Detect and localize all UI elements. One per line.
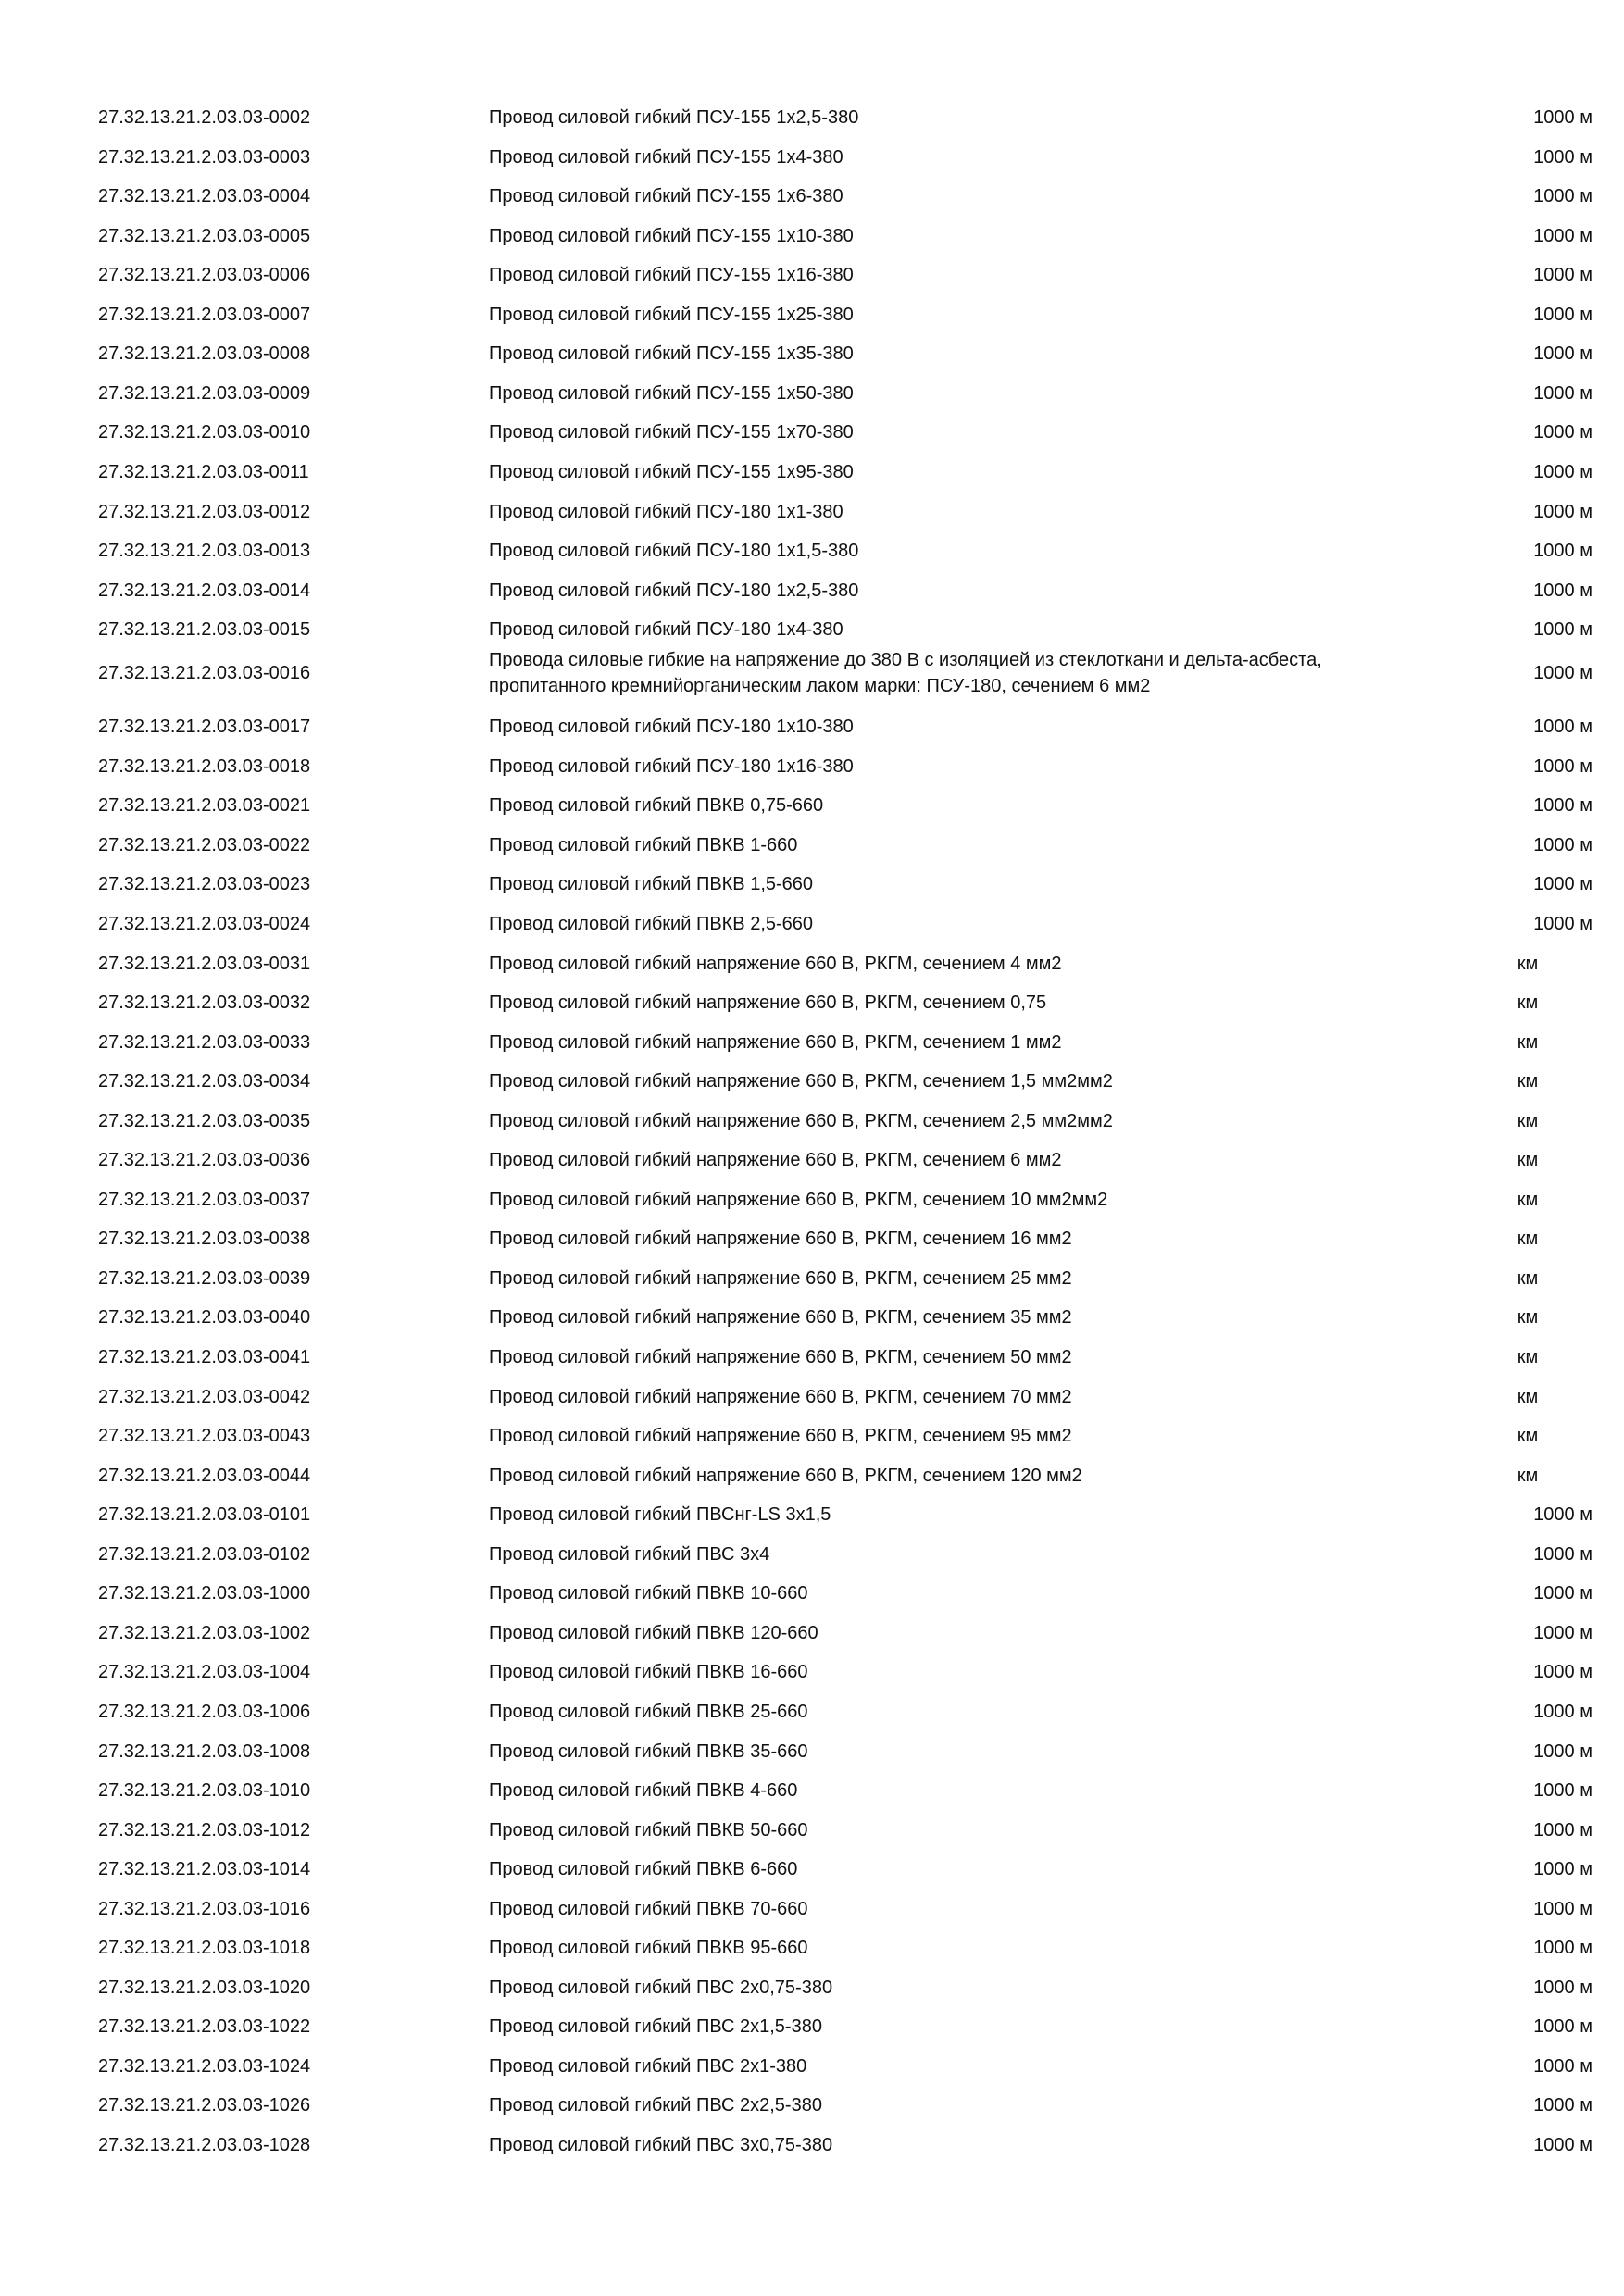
item-name: Провод силовой гибкий ПСУ-180 1х1-380 bbox=[489, 502, 843, 522]
item-code: 27.32.13.21.2.03.03-0039 bbox=[98, 1268, 311, 1289]
item-code: 27.32.13.21.2.03.03-1014 bbox=[98, 1859, 311, 1879]
item-name: Провод силовой гибкий ПСУ-155 1х50-380 bbox=[489, 383, 854, 404]
item-name: Провод силовой гибкий напряжение 660 В, РКГМ, сечением 2,5 мм2мм2 bbox=[489, 1111, 1113, 1131]
item-unit: 1000 м bbox=[1533, 717, 1593, 737]
item-unit: 1000 м bbox=[1533, 1978, 1593, 1998]
item-unit: 1000 м bbox=[1533, 2016, 1593, 2037]
item-code: 27.32.13.21.2.03.03-0004 bbox=[98, 186, 311, 206]
item-name: Провод силовой гибкий ПСУ-155 1х25-380 bbox=[489, 305, 854, 325]
item-name: Провод силовой гибкий ПСУ-155 1х16-380 bbox=[489, 265, 854, 285]
item-name: Провод силовой гибкий ПВКВ 50-660 bbox=[489, 1820, 808, 1841]
item-name: Провод силовой гибкий ПВС 2х0,75-380 bbox=[489, 1978, 833, 1998]
item-code: 27.32.13.21.2.03.03-0101 bbox=[98, 1504, 311, 1525]
item-unit: км bbox=[1517, 1268, 1539, 1289]
item-name: Провод силовой гибкий ПВС 3х4 bbox=[489, 1544, 770, 1565]
item-name: Провод силовой гибкий напряжение 660 В, РКГМ, сечением 25 мм2 bbox=[489, 1268, 1072, 1289]
item-name: Провод силовой гибкий ПВС 3х0,75-380 bbox=[489, 2135, 833, 2155]
item-code: 27.32.13.21.2.03.03-0007 bbox=[98, 305, 311, 325]
item-unit: 1000 м bbox=[1533, 265, 1593, 285]
item-code: 27.32.13.21.2.03.03-0008 bbox=[98, 343, 311, 364]
item-code: 27.32.13.21.2.03.03-0033 bbox=[98, 1032, 311, 1053]
item-unit: 1000 м bbox=[1533, 914, 1593, 934]
item-unit: км bbox=[1517, 1347, 1539, 1367]
item-unit: км bbox=[1517, 1229, 1539, 1249]
item-name: Провод силовой гибкий напряжение 660 В, РКГМ, сечением 6 мм2 bbox=[489, 1150, 1062, 1170]
item-name: Провод силовой гибкий ПВКВ 10-660 bbox=[489, 1583, 808, 1603]
item-unit: 1000 м bbox=[1533, 1623, 1593, 1643]
item-unit: 1000 м bbox=[1533, 422, 1593, 443]
item-name: Провод силовой гибкий ПСУ-155 1х35-380 bbox=[489, 343, 854, 364]
item-code: 27.32.13.21.2.03.03-0040 bbox=[98, 1307, 311, 1328]
item-unit: 1000 м bbox=[1533, 305, 1593, 325]
item-unit: 1000 м bbox=[1533, 2095, 1593, 2115]
item-name: Провод силовой гибкий ПВКВ 2,5-660 bbox=[489, 914, 814, 934]
item-unit: км bbox=[1517, 1307, 1539, 1328]
item-unit: 1000 м bbox=[1533, 2056, 1593, 2077]
item-unit: 1000 м bbox=[1533, 1702, 1593, 1722]
item-unit: 1000 м bbox=[1533, 1859, 1593, 1879]
item-unit: 1000 м bbox=[1533, 1780, 1593, 1801]
item-code: 27.32.13.21.2.03.03-1002 bbox=[98, 1623, 311, 1643]
item-name: Провод силовой гибкий ПСУ-155 1х6-380 bbox=[489, 186, 843, 206]
item-name: Провод силовой гибкий ПВКВ 1,5-660 bbox=[489, 874, 814, 894]
item-code: 27.32.13.21.2.03.03-0014 bbox=[98, 580, 311, 601]
item-unit: 1000 м bbox=[1533, 795, 1593, 816]
item-unit: 1000 м bbox=[1533, 1938, 1593, 1958]
item-code: 27.32.13.21.2.03.03-1022 bbox=[98, 2016, 311, 2037]
item-unit: км bbox=[1517, 992, 1539, 1013]
item-unit: км bbox=[1517, 1387, 1539, 1407]
item-unit: 1000 м bbox=[1533, 1583, 1593, 1603]
item-unit: 1000 м bbox=[1533, 756, 1593, 777]
item-code: 27.32.13.21.2.03.03-0034 bbox=[98, 1071, 311, 1092]
item-name: Провод силовой гибкий ПВКВ 6-660 bbox=[489, 1859, 798, 1879]
item-name: Провод силовой гибкий ПСУ-155 1х2,5-380 bbox=[489, 107, 859, 128]
item-name: Провод силовой гибкий ПВКВ 70-660 bbox=[489, 1899, 808, 1919]
item-name: Провод силовой гибкий ПСУ-180 1х2,5-380 bbox=[489, 580, 859, 601]
item-code: 27.32.13.21.2.03.03-0024 bbox=[98, 914, 311, 934]
item-name: Провод силовой гибкий ПСУ-155 1х4-380 bbox=[489, 147, 843, 168]
item-code: 27.32.13.21.2.03.03-1008 bbox=[98, 1741, 311, 1762]
item-unit: 1000 м bbox=[1533, 343, 1593, 364]
item-code: 27.32.13.21.2.03.03-1020 bbox=[98, 1978, 311, 1998]
item-code: 27.32.13.21.2.03.03-1024 bbox=[98, 2056, 311, 2077]
item-code: 27.32.13.21.2.03.03-0003 bbox=[98, 147, 311, 168]
item-code: 27.32.13.21.2.03.03-0042 bbox=[98, 1387, 311, 1407]
item-name: Провод силовой гибкий ПСУ-155 1х95-380 bbox=[489, 462, 854, 482]
item-code: 27.32.13.21.2.03.03-1016 bbox=[98, 1899, 311, 1919]
item-name: Провод силовой гибкий ПВКВ 4-660 bbox=[489, 1780, 798, 1801]
item-unit: 1000 м bbox=[1533, 186, 1593, 206]
item-code: 27.32.13.21.2.03.03-0102 bbox=[98, 1544, 311, 1565]
item-unit: 1000 м bbox=[1533, 147, 1593, 168]
item-name: Провод силовой гибкий ПВКВ 0,75-660 bbox=[489, 795, 824, 816]
item-unit: км bbox=[1517, 1426, 1539, 1446]
item-name: Провод силовой гибкий ПВКВ 95-660 bbox=[489, 1938, 808, 1958]
item-code: 27.32.13.21.2.03.03-0044 bbox=[98, 1466, 311, 1486]
item-code: 27.32.13.21.2.03.03-1010 bbox=[98, 1780, 311, 1801]
item-name: Провод силовой гибкий ПСУ-180 1х16-380 bbox=[489, 756, 854, 777]
item-code: 27.32.13.21.2.03.03-1018 bbox=[98, 1938, 311, 1958]
item-code: 27.32.13.21.2.03.03-0021 bbox=[98, 795, 311, 816]
item-name: Провод силовой гибкий напряжение 660 В, РКГМ, сечением 95 мм2 bbox=[489, 1426, 1072, 1446]
item-name: Провод силовой гибкий напряжение 660 В, РКГМ, сечением 1,5 мм2мм2 bbox=[489, 1071, 1113, 1092]
item-unit: 1000 м bbox=[1533, 1662, 1593, 1682]
item-name: Провод силовой гибкий напряжение 660 В, РКГМ, сечением 35 мм2 bbox=[489, 1307, 1072, 1328]
item-name: Провод силовой гибкий напряжение 660 В, РКГМ, сечением 120 мм2 bbox=[489, 1466, 1082, 1486]
item-code: 27.32.13.21.2.03.03-0006 bbox=[98, 265, 311, 285]
item-unit: км bbox=[1517, 1032, 1539, 1053]
item-code: 27.32.13.21.2.03.03-0038 bbox=[98, 1229, 311, 1249]
item-unit: 1000 м bbox=[1533, 383, 1593, 404]
item-code: 27.32.13.21.2.03.03-0018 bbox=[98, 756, 311, 777]
item-code: 27.32.13.21.2.03.03-0031 bbox=[98, 954, 311, 974]
item-code: 27.32.13.21.2.03.03-0011 bbox=[98, 462, 309, 482]
item-code: 27.32.13.21.2.03.03-0017 bbox=[98, 717, 311, 737]
item-name: Провод силовой гибкий ПВС 2х1,5-380 bbox=[489, 2016, 822, 2037]
item-name: Провод силовой гибкий ПВКВ 25-660 bbox=[489, 1702, 808, 1722]
item-unit: км bbox=[1517, 1150, 1539, 1170]
item-code: 27.32.13.21.2.03.03-0041 bbox=[98, 1347, 311, 1367]
item-unit: 1000 м bbox=[1533, 1899, 1593, 1919]
item-name: Провод силовой гибкий ПСУ-180 1х4-380 bbox=[489, 619, 843, 640]
item-unit: 1000 м bbox=[1533, 1741, 1593, 1762]
item-name: Провод силовой гибкий напряжение 660 В, РКГМ, сечением 70 мм2 bbox=[489, 1387, 1072, 1407]
item-code: 27.32.13.21.2.03.03-1006 bbox=[98, 1702, 311, 1722]
item-name: Провод силовой гибкий ПСУ-180 1х1,5-380 bbox=[489, 541, 859, 561]
item-unit: 1000 м bbox=[1533, 1820, 1593, 1841]
item-name: Провод силовой гибкий напряжение 660 В, РКГМ, сечением 50 мм2 bbox=[489, 1347, 1072, 1367]
item-unit: 1000 м bbox=[1533, 541, 1593, 561]
item-code: 27.32.13.21.2.03.03-0032 bbox=[98, 992, 311, 1013]
item-name: Провод силовой гибкий напряжение 660 В, РКГМ, сечением 0,75 bbox=[489, 992, 1047, 1013]
item-unit: км bbox=[1517, 1466, 1539, 1486]
item-unit: 1000 м bbox=[1533, 462, 1593, 482]
item-unit: 1000 м bbox=[1533, 619, 1593, 640]
item-code: 27.32.13.21.2.03.03-0043 bbox=[98, 1426, 311, 1446]
item-name: Провод силовой гибкий ПСУ-180 1х10-380 bbox=[489, 717, 854, 737]
item-code: 27.32.13.21.2.03.03-1028 bbox=[98, 2135, 311, 2155]
item-unit: 1000 м bbox=[1533, 662, 1593, 683]
item-name: Провод силовой гибкий ПСУ-155 1х70-380 bbox=[489, 422, 854, 443]
item-code: 27.32.13.21.2.03.03-0037 bbox=[98, 1190, 311, 1210]
item-code: 27.32.13.21.2.03.03-1026 bbox=[98, 2095, 311, 2115]
item-name: Провод силовой гибкий ПВС 2х2,5-380 bbox=[489, 2095, 822, 2115]
item-name: Провод силовой гибкий напряжение 660 В, РКГМ, сечением 10 мм2мм2 bbox=[489, 1190, 1108, 1210]
item-name: Провод силовой гибкий напряжение 660 В, РКГМ, сечением 4 мм2 bbox=[489, 954, 1062, 974]
item-code: 27.32.13.21.2.03.03-0015 bbox=[98, 619, 311, 640]
item-name: Провод силовой гибкий ПСУ-155 1х10-380 bbox=[489, 226, 854, 246]
item-code: 27.32.13.21.2.03.03-0035 bbox=[98, 1111, 311, 1131]
item-code: 27.32.13.21.2.03.03-0012 bbox=[98, 502, 311, 522]
item-code: 27.32.13.21.2.03.03-0013 bbox=[98, 541, 311, 561]
item-code: 27.32.13.21.2.03.03-1012 bbox=[98, 1820, 311, 1841]
item-code: 27.32.13.21.2.03.03-0005 bbox=[98, 226, 311, 246]
item-code: 27.32.13.21.2.03.03-1000 bbox=[98, 1583, 311, 1603]
item-unit: 1000 м bbox=[1533, 1504, 1593, 1525]
item-code: 27.32.13.21.2.03.03-0009 bbox=[98, 383, 311, 404]
item-name: Провод силовой гибкий напряжение 660 В, РКГМ, сечением 16 мм2 bbox=[489, 1229, 1072, 1249]
item-code: 27.32.13.21.2.03.03-0010 bbox=[98, 422, 311, 443]
item-unit: 1000 м bbox=[1533, 2135, 1593, 2155]
item-name: Провода силовые гибкие на напряжение до 380 В с изоляцией из стеклоткани и дельта-асбеста, пропитанного кремнийорганическим лаком марки: ПСУ-180, сечением 6 мм2 bbox=[489, 649, 1322, 696]
item-name: Провод силовой гибкий напряжение 660 В, РКГМ, сечением 1 мм2 bbox=[489, 1032, 1062, 1053]
item-name: Провод силовой гибкий ПВКВ 120-660 bbox=[489, 1623, 818, 1643]
item-code: 27.32.13.21.2.03.03-0016 bbox=[98, 662, 311, 683]
item-unit: км bbox=[1517, 1111, 1539, 1131]
item-unit: км bbox=[1517, 1190, 1539, 1210]
item-code: 27.32.13.21.2.03.03-1004 bbox=[98, 1662, 311, 1682]
item-unit: 1000 м bbox=[1533, 107, 1593, 128]
item-name: Провод силовой гибкий ПВКВ 1-660 bbox=[489, 835, 798, 855]
item-unit: 1000 м bbox=[1533, 1544, 1593, 1565]
item-unit: 1000 м bbox=[1533, 580, 1593, 601]
item-name: Провод силовой гибкий ПВСнг-LS 3х1,5 bbox=[489, 1504, 831, 1525]
item-unit: 1000 м bbox=[1533, 226, 1593, 246]
item-code: 27.32.13.21.2.03.03-0002 bbox=[98, 107, 311, 128]
item-name: Провод силовой гибкий ПВС 2х1-380 bbox=[489, 2056, 807, 2077]
item-code: 27.32.13.21.2.03.03-0036 bbox=[98, 1150, 311, 1170]
item-unit: км bbox=[1517, 954, 1539, 974]
item-name: Провод силовой гибкий ПВКВ 35-660 bbox=[489, 1741, 808, 1762]
item-code: 27.32.13.21.2.03.03-0022 bbox=[98, 835, 311, 855]
item-unit: 1000 м bbox=[1533, 502, 1593, 522]
item-unit: 1000 м bbox=[1533, 874, 1593, 894]
item-code: 27.32.13.21.2.03.03-0023 bbox=[98, 874, 311, 894]
item-unit: 1000 м bbox=[1533, 835, 1593, 855]
item-unit: км bbox=[1517, 1071, 1539, 1092]
item-name: Провод силовой гибкий ПВКВ 16-660 bbox=[489, 1662, 808, 1682]
